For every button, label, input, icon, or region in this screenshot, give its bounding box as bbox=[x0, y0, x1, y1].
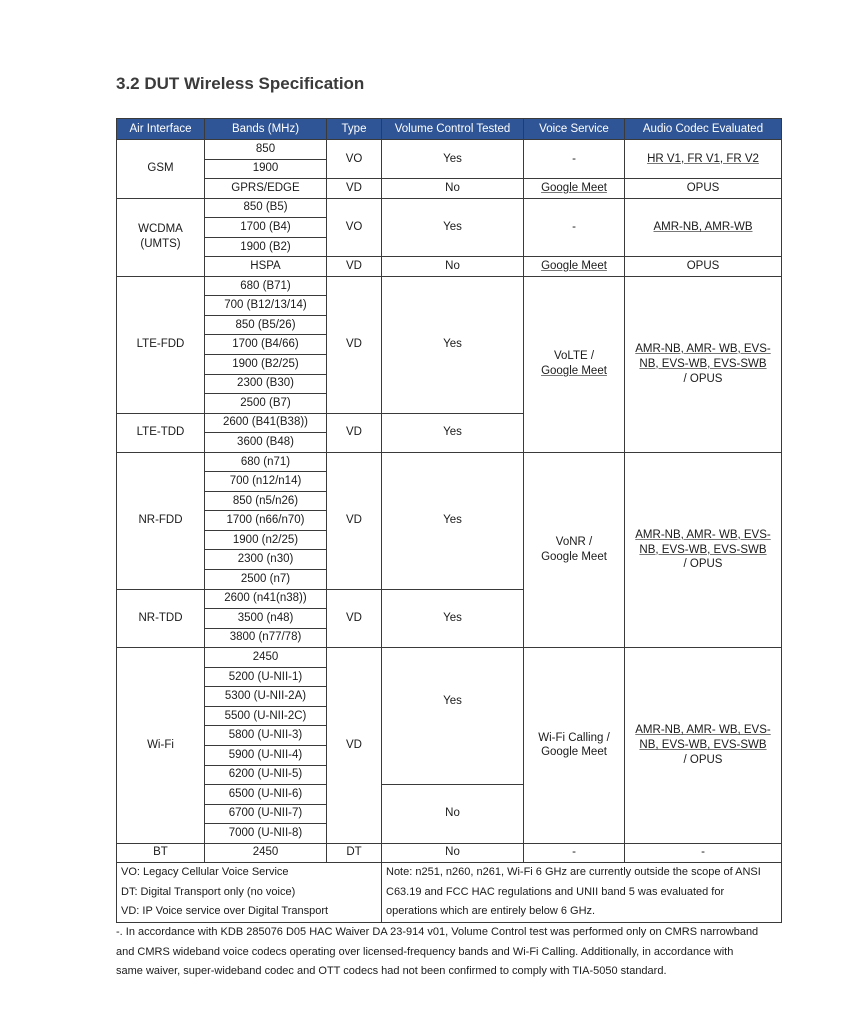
band-cell: 1700 (B4/66) bbox=[205, 335, 327, 355]
note-line: C63.19 and FCC HAC regulations and UNII band 5 was evaluated for bbox=[386, 885, 725, 898]
band-cell: 700 (B12/13/14) bbox=[205, 296, 327, 316]
type-legend bbox=[117, 863, 382, 923]
air-interface-lte-fdd: LTE-FDD bbox=[117, 276, 205, 413]
codec-cell bbox=[625, 452, 782, 647]
header-bands: Bands (MHz) bbox=[205, 119, 327, 140]
voice-service-cell bbox=[524, 179, 625, 199]
table-row bbox=[117, 276, 782, 296]
band-cell: 3800 (n77/78) bbox=[205, 628, 327, 648]
band-cell: 2600 (n41(n38)) bbox=[205, 589, 327, 609]
band-cell: 7000 (U-NII-8) bbox=[205, 824, 327, 844]
type-cell: VO bbox=[327, 140, 382, 179]
volume-tested-cell: Yes bbox=[382, 198, 524, 257]
codec-line: AMR-NB, AMR- WB, EVS- bbox=[635, 724, 771, 737]
volume-tested-cell: No bbox=[382, 843, 524, 863]
volume-tested-cell: Yes bbox=[382, 140, 524, 179]
table-row bbox=[117, 257, 782, 277]
volume-tested-cell: Yes bbox=[382, 648, 524, 785]
codec-line: NB, EVS-WB, EVS-SWB bbox=[639, 543, 767, 556]
codec-line: / OPUS bbox=[683, 372, 723, 385]
volume-tested-cell: Yes bbox=[382, 276, 524, 413]
header-type: Type bbox=[327, 119, 382, 140]
table-row bbox=[117, 179, 782, 199]
band-cell: 5900 (U-NII-4) bbox=[205, 745, 327, 765]
table-row bbox=[117, 198, 782, 218]
codec-cell: OPUS bbox=[625, 257, 782, 277]
type-cell: VD bbox=[327, 589, 382, 648]
codec-cell bbox=[625, 276, 782, 452]
voice-service-line: VoLTE / bbox=[553, 350, 595, 363]
band-cell: 5200 (U-NII-1) bbox=[205, 667, 327, 687]
band-cell: 6500 (U-NII-6) bbox=[205, 785, 327, 805]
wireless-spec-table bbox=[116, 118, 782, 923]
type-cell: VD bbox=[327, 179, 382, 199]
type-cell: VD bbox=[327, 276, 382, 413]
header-volume-control: Volume Control Tested bbox=[382, 119, 524, 140]
band-cell: 1900 (B2) bbox=[205, 237, 327, 257]
volume-tested-cell: No bbox=[382, 785, 524, 844]
voice-service-cell bbox=[524, 257, 625, 277]
band-cell: GPRS/EDGE bbox=[205, 179, 327, 199]
table-row bbox=[117, 140, 782, 160]
band-cell: 2500 (B7) bbox=[205, 394, 327, 414]
header-audio-codec: Audio Codec Evaluated bbox=[625, 119, 782, 140]
codec-line: / OPUS bbox=[683, 753, 723, 766]
voice-service-cell bbox=[524, 276, 625, 452]
type-cell: VO bbox=[327, 198, 382, 257]
band-cell: 2600 (B41(B38)) bbox=[205, 413, 327, 433]
band-cell: 850 (n5/n26) bbox=[205, 491, 327, 511]
band-cell: 1900 (n2/25) bbox=[205, 530, 327, 550]
band-cell: 2300 (B30) bbox=[205, 374, 327, 394]
footnote-line: and CMRS wideband voice codecs operating over licensed-frequency bands and Wi-Fi Calling. Additionally, in accordance with bbox=[116, 945, 734, 958]
air-interface-wcdma bbox=[117, 198, 205, 276]
codec-cell: OPUS bbox=[625, 179, 782, 199]
footnote-line: same waiver, super-wideband codec and OTT codecs had not been confirmed to comply with TIA-5050 standard. bbox=[116, 965, 667, 977]
table-row bbox=[117, 843, 782, 863]
air-interface-wifi: Wi-Fi bbox=[117, 648, 205, 843]
band-cell: 2500 (n7) bbox=[205, 570, 327, 590]
band-cell: 1700 (B4) bbox=[205, 218, 327, 238]
voice-service-line: Google Meet bbox=[541, 365, 607, 378]
band-cell: 680 (B71) bbox=[205, 276, 327, 296]
band-cell: 5300 (U-NII-2A) bbox=[205, 687, 327, 707]
band-cell: 1900 (B2/25) bbox=[205, 355, 327, 375]
band-cell: 6700 (U-NII-7) bbox=[205, 804, 327, 824]
air-interface-bt: BT bbox=[117, 843, 205, 863]
codec-text: AMR-NB, AMR-WB bbox=[653, 220, 753, 233]
voice-service-line: Wi-Fi Calling / bbox=[538, 731, 610, 744]
codec-text: HR V1, FR V1, FR V2 bbox=[647, 152, 759, 165]
waiver-footnote bbox=[116, 923, 786, 982]
band-cell: 3500 (n48) bbox=[205, 609, 327, 629]
header-voice-service: Voice Service bbox=[524, 119, 625, 140]
air-interface-label: WCDMA bbox=[138, 223, 183, 236]
band-cell: 850 (B5) bbox=[205, 198, 327, 218]
band-cell: 700 (n12/n14) bbox=[205, 472, 327, 492]
volume-tested-cell: Yes bbox=[382, 452, 524, 589]
notes-row bbox=[117, 863, 782, 923]
voice-service-text: Google Meet bbox=[541, 260, 607, 273]
codec-line: AMR-NB, AMR- WB, EVS- bbox=[635, 342, 771, 355]
voice-service-cell bbox=[524, 648, 625, 843]
air-interface-lte-tdd: LTE-TDD bbox=[117, 413, 205, 452]
band-cell: 850 bbox=[205, 140, 327, 160]
band-cell: 1700 (n66/n70) bbox=[205, 511, 327, 531]
band-cell: 1900 bbox=[205, 159, 327, 179]
volume-tested-cell: Yes bbox=[382, 413, 524, 452]
air-interface-sublabel: (UMTS) bbox=[140, 238, 181, 251]
air-interface-nr-fdd: NR-FDD bbox=[117, 452, 205, 589]
voice-service-cell: - bbox=[524, 843, 625, 863]
band-cell: 850 (B5/26) bbox=[205, 315, 327, 335]
volume-tested-cell: No bbox=[382, 257, 524, 277]
volume-tested-cell: Yes bbox=[382, 589, 524, 648]
voice-service-line: VoNR / bbox=[555, 536, 593, 549]
type-cell: VD bbox=[327, 257, 382, 277]
voice-service-line: Google Meet bbox=[541, 746, 607, 759]
table-row bbox=[117, 452, 782, 472]
table-row bbox=[117, 648, 782, 668]
voice-service-line: Google Meet bbox=[541, 550, 607, 563]
band-cell: 5800 (U-NII-3) bbox=[205, 726, 327, 746]
band-cell: 2450 bbox=[205, 648, 327, 668]
type-cell: VD bbox=[327, 413, 382, 452]
codec-line: / OPUS bbox=[683, 558, 723, 571]
header-air-interface: Air Interface bbox=[117, 119, 205, 140]
section-title: 3.2 DUT Wireless Specification bbox=[116, 74, 365, 93]
codec-cell bbox=[625, 198, 782, 257]
band-cell: 6200 (U-NII-5) bbox=[205, 765, 327, 785]
voice-service-cell: - bbox=[524, 198, 625, 257]
table-header-row bbox=[117, 119, 782, 140]
band-cell: HSPA bbox=[205, 257, 327, 277]
codec-line: NB, EVS-WB, EVS-SWB bbox=[639, 738, 767, 751]
codec-cell: - bbox=[625, 843, 782, 863]
air-interface-gsm: GSM bbox=[117, 140, 205, 199]
footnote-line: -. In accordance with KDB 285076 D05 HAC Waiver DA 23-914 v01, Volume Control test was performed only on CMRS narrowband bbox=[116, 926, 759, 938]
codec-line: NB, EVS-WB, EVS-SWB bbox=[639, 357, 767, 370]
codec-cell bbox=[625, 140, 782, 179]
note-line: Note: n251, n260, n261, Wi-Fi 6 GHz are currently outside the scope of ANSI bbox=[386, 866, 761, 879]
voice-service-cell bbox=[524, 452, 625, 647]
volume-tested-cell: No bbox=[382, 179, 524, 199]
legend-vd: VD: IP Voice service over Digital Transport bbox=[121, 905, 329, 918]
band-cell: 5500 (U-NII-2C) bbox=[205, 706, 327, 726]
codec-cell bbox=[625, 648, 782, 843]
band-cell: 680 (n71) bbox=[205, 452, 327, 472]
voice-service-cell: - bbox=[524, 140, 625, 179]
band-cell: 3600 (B48) bbox=[205, 433, 327, 453]
type-cell: VD bbox=[327, 648, 382, 843]
air-interface-nr-tdd: NR-TDD bbox=[117, 589, 205, 648]
band-cell: 2300 (n30) bbox=[205, 550, 327, 570]
legend-dt: DT: Digital Transport only (no voice) bbox=[121, 885, 296, 898]
legend-vo: VO: Legacy Cellular Voice Service bbox=[121, 866, 289, 879]
voice-service-text: Google Meet bbox=[541, 181, 607, 194]
type-cell: DT bbox=[327, 843, 382, 863]
scope-note bbox=[382, 863, 782, 923]
band-cell: 2450 bbox=[205, 843, 327, 863]
type-cell: VD bbox=[327, 452, 382, 589]
codec-line: AMR-NB, AMR- WB, EVS- bbox=[635, 528, 771, 541]
note-line: operations which are entirely below 6 GHz. bbox=[386, 905, 596, 918]
